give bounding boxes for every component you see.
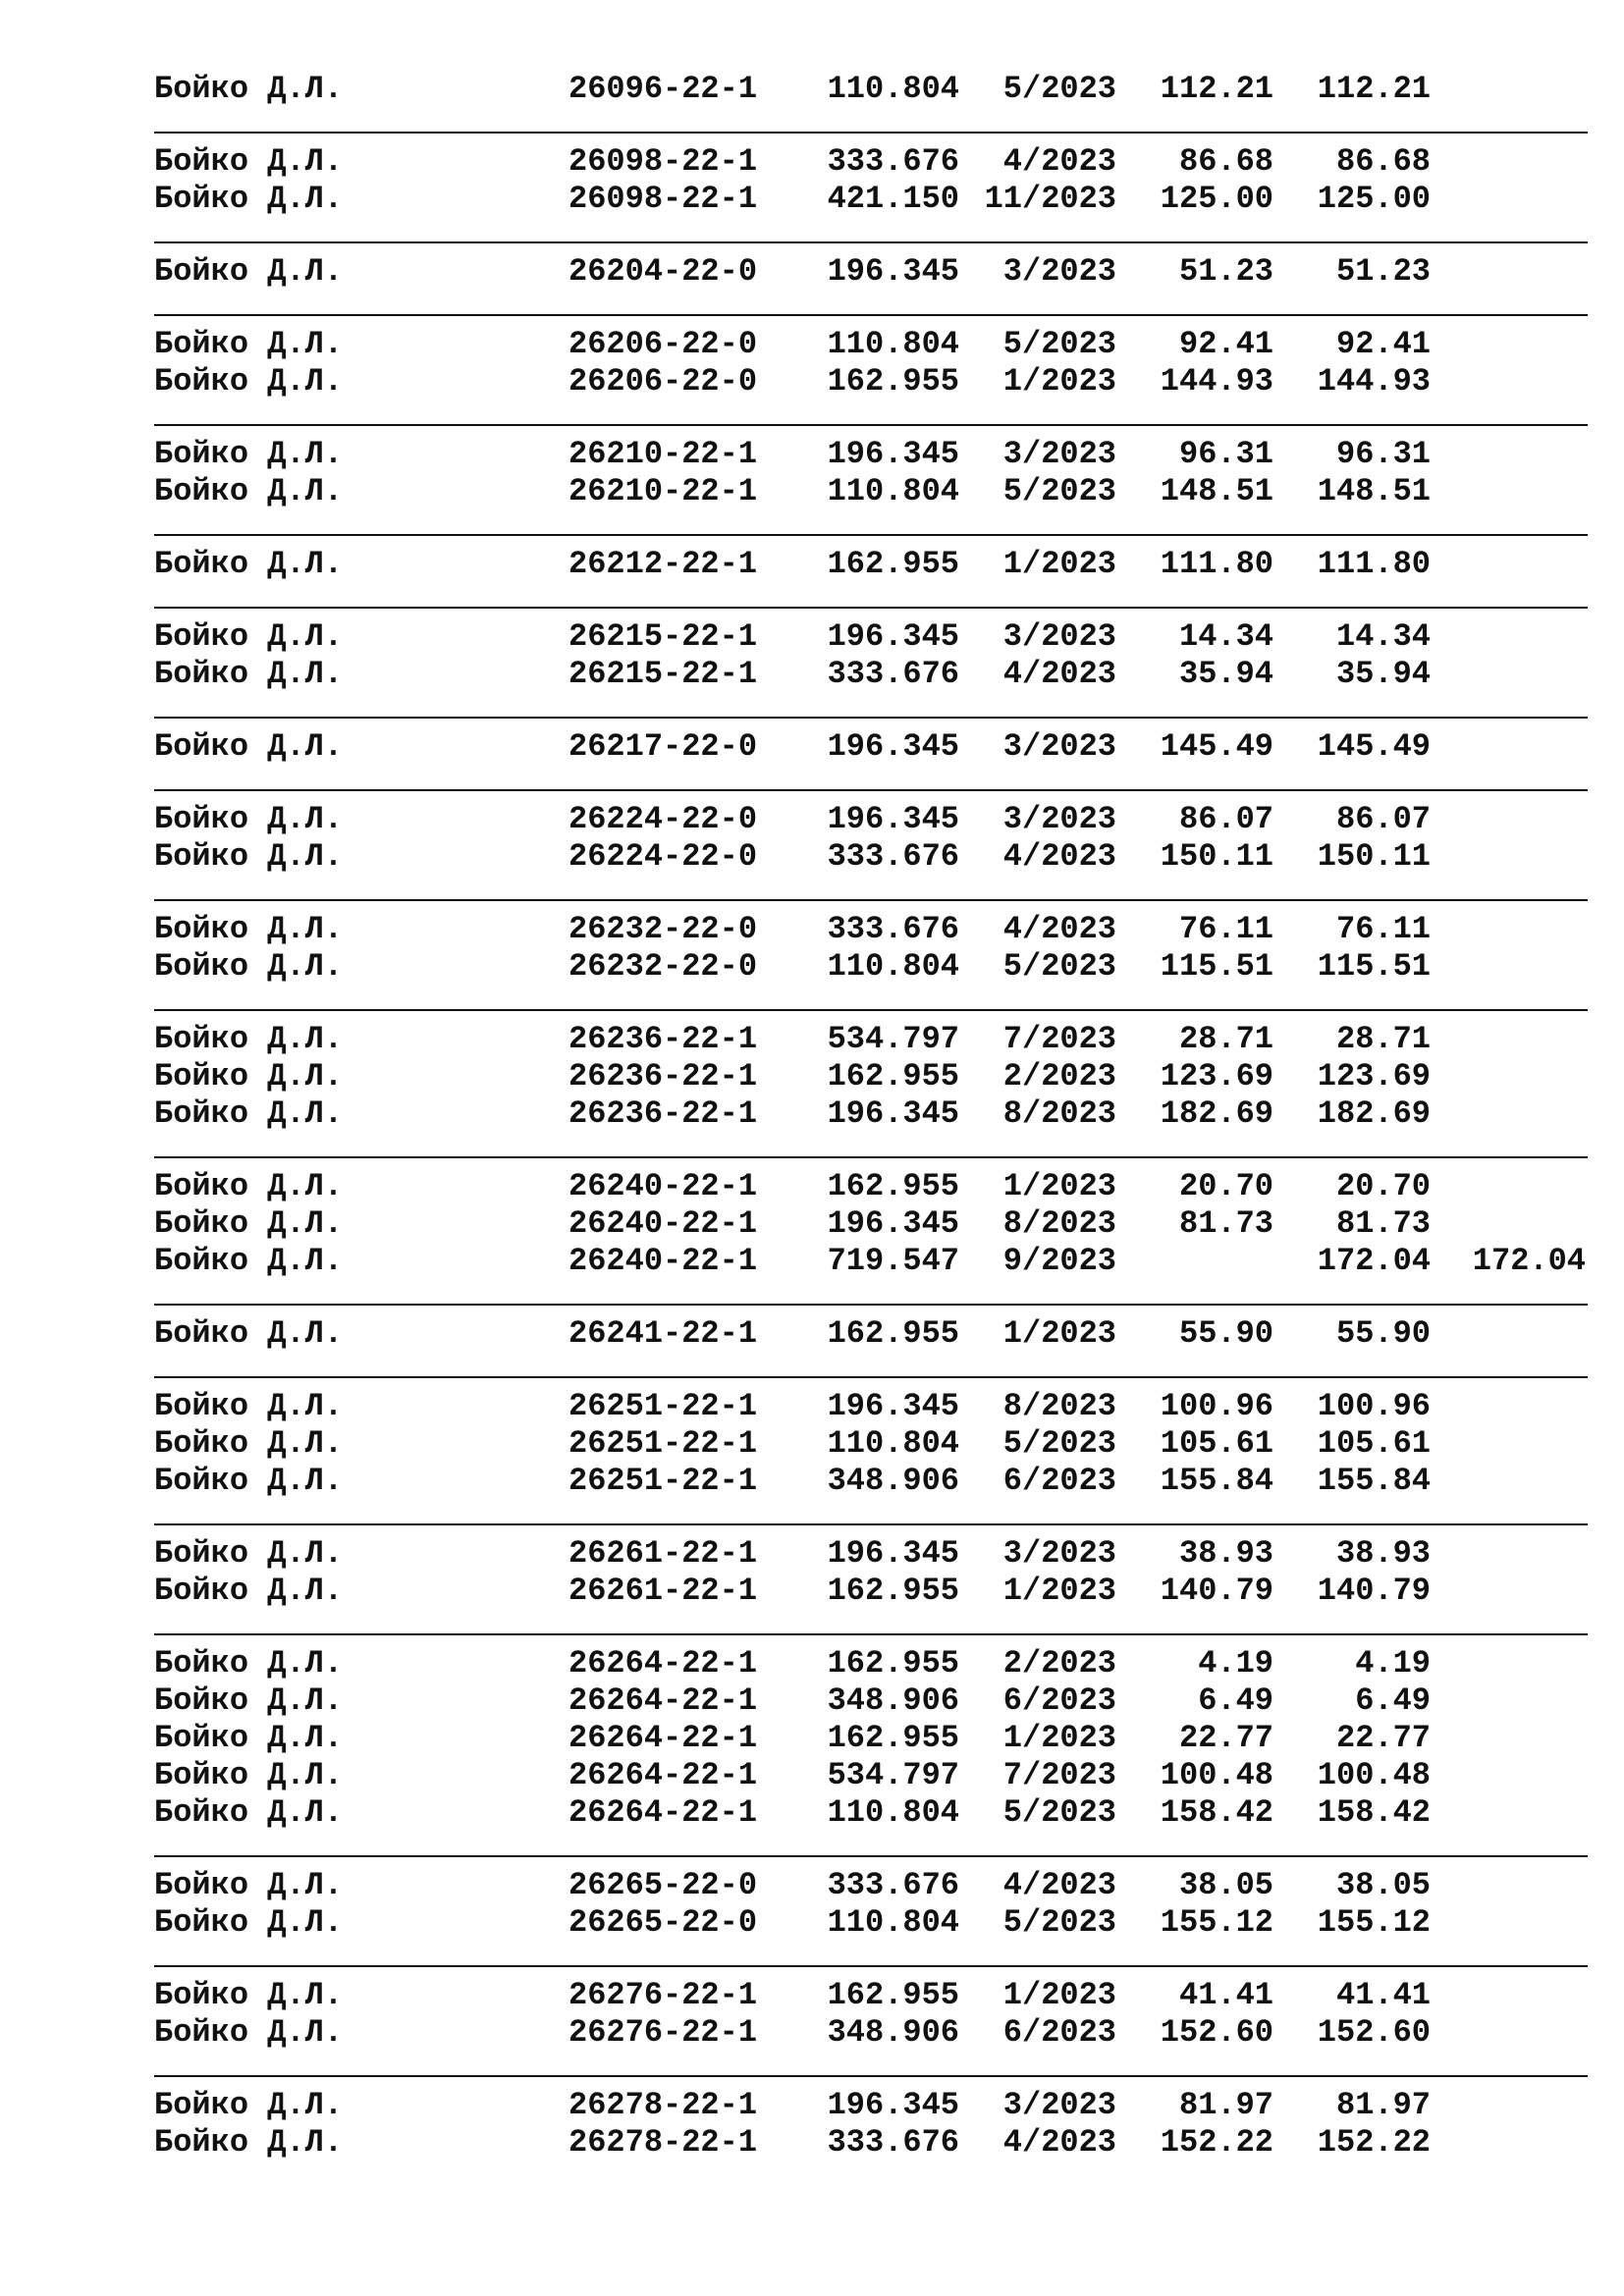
document-number-cell: 26232-22-0 [568,948,758,985]
amount-total-cell: 41.41 [1335,1977,1431,2013]
document-number-cell: 26232-22-0 [568,911,758,947]
record-group [154,728,1588,791]
amount-cell: 182.69 [1160,1095,1273,1132]
document-number-cell: 26236-22-1 [568,1095,758,1132]
record-group [154,546,1588,609]
period-cell: 6/2023 [1002,1682,1116,1719]
amount-cell: 155.12 [1160,1904,1273,1941]
document-number-cell: 26098-22-1 [568,143,758,180]
amount-total-cell: 55.90 [1335,1315,1431,1352]
document-number-cell: 26224-22-0 [568,838,758,875]
amount-cell: 144.93 [1160,363,1273,400]
period-cell: 1/2023 [1002,546,1116,582]
amount-total-cell: 28.71 [1335,1021,1431,1057]
amount-cell: 38.05 [1178,1867,1273,1903]
record-group [154,143,1588,243]
table-row [154,71,1588,108]
person-name-cell: Бойко Д.Л. [154,143,344,180]
amount-total-cell: 92.41 [1335,326,1431,362]
person-name-cell: Бойко Д.Л. [154,1095,344,1132]
document-number-cell: 26206-22-0 [568,363,758,400]
person-name-cell: Бойко Д.Л. [154,2124,344,2161]
amount-cell: 4.19 [1198,1645,1273,1682]
amount-cell: 152.60 [1160,2014,1273,2051]
code-cell: 333.676 [827,1867,959,1903]
code-cell: 110.804 [827,326,959,362]
amount-cell: 100.48 [1160,1757,1273,1793]
amount-cell: 81.73 [1178,1205,1273,1242]
record-group [154,1168,1588,1306]
table-row [154,2124,1588,2162]
amount-total-cell: 100.48 [1317,1757,1431,1793]
table-row [154,1388,1588,1425]
table-row [154,2087,1588,2124]
amount-total-cell: 152.22 [1317,2124,1431,2161]
table-row [154,911,1588,948]
amount-cell: 6.49 [1198,1682,1273,1719]
person-name-cell: Бойко Д.Л. [154,1535,344,1572]
code-cell: 162.955 [827,546,959,582]
table-row [154,363,1588,400]
amount-cell: 115.51 [1160,948,1273,985]
table-row [154,1977,1588,2014]
table-row [154,326,1588,363]
code-cell: 196.345 [827,2087,959,2123]
document-number-cell: 26210-22-1 [568,436,758,472]
table-row [154,1867,1588,1904]
period-cell: 4/2023 [1002,2124,1116,2161]
amount-total-cell: 22.77 [1335,1720,1431,1756]
code-cell: 110.804 [827,71,959,107]
person-name-cell: Бойко Д.Л. [154,801,344,837]
period-cell: 3/2023 [1002,801,1116,837]
period-cell: 2/2023 [1002,1058,1116,1095]
period-cell: 4/2023 [1002,143,1116,180]
amount-total-cell: 112.21 [1317,71,1431,107]
period-cell: 1/2023 [1002,363,1116,400]
amount-cell: 125.00 [1160,181,1273,217]
code-cell: 110.804 [827,948,959,985]
document-number-cell: 26261-22-1 [568,1535,758,1572]
person-name-cell: Бойко Д.Л. [154,1315,344,1352]
period-cell: 8/2023 [1002,1095,1116,1132]
amount-total-cell: 6.49 [1355,1682,1431,1719]
table-row [154,656,1588,693]
period-cell: 8/2023 [1002,1205,1116,1242]
person-name-cell: Бойко Д.Л. [154,618,344,655]
amount-total-cell: 35.94 [1335,656,1431,692]
period-cell: 3/2023 [1002,253,1116,290]
amount-total-cell: 150.11 [1317,838,1431,875]
table-row [154,1021,1588,1058]
period-cell: 5/2023 [1002,948,1116,985]
document-number-cell: 26210-22-1 [568,473,758,509]
amount-cell: 81.97 [1178,2087,1273,2123]
table-row [154,948,1588,986]
record-group [154,1867,1588,1967]
person-name-cell: Бойко Д.Л. [154,1573,344,1609]
table-row [154,838,1588,876]
person-name-cell: Бойко Д.Л. [154,1904,344,1941]
period-cell: 5/2023 [1002,326,1116,362]
amount-total-cell: 20.70 [1335,1168,1431,1204]
period-cell: 4/2023 [1002,656,1116,692]
period-cell: 11/2023 [984,181,1116,217]
person-name-cell: Бойко Д.Л. [154,363,344,400]
amount-total-cell: 148.51 [1317,473,1431,509]
amount-extra-cell: 172.04 [1472,1243,1586,1279]
person-name-cell: Бойко Д.Л. [154,546,344,582]
table-row [154,2014,1588,2052]
record-group [154,71,1588,133]
period-cell: 1/2023 [1002,1168,1116,1204]
amount-cell: 145.49 [1160,728,1273,765]
code-cell: 162.955 [827,1720,959,1756]
amount-cell: 140.79 [1160,1573,1273,1609]
period-cell: 3/2023 [1002,2087,1116,2123]
table-row [154,1720,1588,1757]
amount-cell: 14.34 [1178,618,1273,655]
table-row [154,1573,1588,1610]
document-number-cell: 26215-22-1 [568,618,758,655]
document-number-cell: 26264-22-1 [568,1645,758,1682]
period-cell: 7/2023 [1002,1021,1116,1057]
amount-cell: 22.77 [1178,1720,1273,1756]
period-cell: 1/2023 [1002,1315,1116,1352]
person-name-cell: Бойко Д.Л. [154,948,344,985]
period-cell: 4/2023 [1002,1867,1116,1903]
document-number-cell: 26236-22-1 [568,1058,758,1095]
amount-cell: 150.11 [1160,838,1273,875]
amount-total-cell: 172.04 [1317,1243,1431,1279]
person-name-cell: Бойко Д.Л. [154,1021,344,1057]
amount-cell: 51.23 [1178,253,1273,290]
person-name-cell: Бойко Д.Л. [154,2087,344,2123]
document-number-cell: 26215-22-1 [568,656,758,692]
code-cell: 110.804 [827,1904,959,1941]
code-cell: 196.345 [827,1095,959,1132]
period-cell: 2/2023 [1002,1645,1116,1682]
document-number-cell: 26251-22-1 [568,1463,758,1499]
record-group [154,1021,1588,1158]
document-number-cell: 26264-22-1 [568,1720,758,1756]
document-number-cell: 26278-22-1 [568,2087,758,2123]
code-cell: 348.906 [827,1682,959,1719]
table-row [154,1904,1588,1942]
table-row [154,1794,1588,1832]
code-cell: 196.345 [827,1535,959,1572]
code-cell: 196.345 [827,1388,959,1424]
document-number-cell: 26240-22-1 [568,1168,758,1204]
person-name-cell: Бойко Д.Л. [154,1682,344,1719]
document-number-cell: 26278-22-1 [568,2124,758,2161]
document-number-cell: 26241-22-1 [568,1315,758,1352]
report-table [154,71,1588,2195]
document-number-cell: 26265-22-0 [568,1867,758,1903]
period-cell: 3/2023 [1002,618,1116,655]
person-name-cell: Бойко Д.Л. [154,253,344,290]
code-cell: 348.906 [827,1463,959,1499]
person-name-cell: Бойко Д.Л. [154,71,344,107]
document-number-cell: 26251-22-1 [568,1388,758,1424]
period-cell: 4/2023 [1002,838,1116,875]
amount-total-cell: 182.69 [1317,1095,1431,1132]
code-cell: 333.676 [827,838,959,875]
amount-total-cell: 86.68 [1335,143,1431,180]
document-number-cell: 26240-22-1 [568,1205,758,1242]
amount-total-cell: 51.23 [1335,253,1431,290]
code-cell: 196.345 [827,253,959,290]
code-cell: 333.676 [827,143,959,180]
table-row [154,1757,1588,1794]
record-group [154,1388,1588,1525]
table-row [154,1425,1588,1463]
document-number-cell: 26096-22-1 [568,71,758,107]
code-cell: 162.955 [827,1168,959,1204]
person-name-cell: Бойко Д.Л. [154,1757,344,1793]
table-row [154,618,1588,656]
amount-total-cell: 81.97 [1335,2087,1431,2123]
person-name-cell: Бойко Д.Л. [154,1388,344,1424]
amount-cell: 105.61 [1160,1425,1273,1462]
document-number-cell: 26224-22-0 [568,801,758,837]
amount-cell: 152.22 [1160,2124,1273,2161]
code-cell: 196.345 [827,801,959,837]
amount-cell: 92.41 [1178,326,1273,362]
table-row [154,1058,1588,1095]
record-group [154,618,1588,719]
amount-total-cell: 4.19 [1355,1645,1431,1682]
amount-total-cell: 38.05 [1335,1867,1431,1903]
amount-cell: 96.31 [1178,436,1273,472]
code-cell: 196.345 [827,618,959,655]
amount-cell: 155.84 [1160,1463,1273,1499]
document-number-cell: 26251-22-1 [568,1425,758,1462]
amount-total-cell: 81.73 [1335,1205,1431,1242]
code-cell: 421.150 [827,181,959,217]
person-name-cell: Бойко Д.Л. [154,181,344,217]
amount-total-cell: 96.31 [1335,436,1431,472]
person-name-cell: Бойко Д.Л. [154,1645,344,1682]
code-cell: 719.547 [827,1243,959,1279]
document-number-cell: 26261-22-1 [568,1573,758,1609]
amount-total-cell: 123.69 [1317,1058,1431,1095]
period-cell: 6/2023 [1002,1463,1116,1499]
document-number-cell: 26240-22-1 [568,1243,758,1279]
period-cell: 1/2023 [1002,1720,1116,1756]
code-cell: 110.804 [827,1425,959,1462]
table-row [154,436,1588,473]
table-row [154,801,1588,838]
document-number-cell: 26264-22-1 [568,1682,758,1719]
period-cell: 6/2023 [1002,2014,1116,2051]
document-number-cell: 26098-22-1 [568,181,758,217]
table-row [154,1463,1588,1500]
amount-cell: 148.51 [1160,473,1273,509]
document-number-cell: 26212-22-1 [568,546,758,582]
code-cell: 196.345 [827,1205,959,1242]
code-cell: 110.804 [827,1794,959,1831]
amount-total-cell: 86.07 [1335,801,1431,837]
person-name-cell: Бойко Д.Л. [154,1463,344,1499]
document-number-cell: 26265-22-0 [568,1904,758,1941]
code-cell: 162.955 [827,363,959,400]
person-name-cell: Бойко Д.Л. [154,1058,344,1095]
period-cell: 5/2023 [1002,71,1116,107]
person-name-cell: Бойко Д.Л. [154,2014,344,2051]
period-cell: 5/2023 [1002,1794,1116,1831]
person-name-cell: Бойко Д.Л. [154,1425,344,1462]
period-cell: 3/2023 [1002,436,1116,472]
amount-cell: 35.94 [1178,656,1273,692]
amount-cell: 20.70 [1178,1168,1273,1204]
amount-cell: 55.90 [1178,1315,1273,1352]
period-cell: 1/2023 [1002,1573,1116,1609]
amount-total-cell: 155.84 [1317,1463,1431,1499]
period-cell: 3/2023 [1002,728,1116,765]
person-name-cell: Бойко Д.Л. [154,1168,344,1204]
amount-total-cell: 76.11 [1335,911,1431,947]
document-number-cell: 26236-22-1 [568,1021,758,1057]
record-group [154,2087,1588,2185]
person-name-cell: Бойко Д.Л. [154,436,344,472]
amount-cell: 76.11 [1178,911,1273,947]
period-cell: 5/2023 [1002,1425,1116,1462]
amount-total-cell: 152.60 [1317,2014,1431,2051]
person-name-cell: Бойко Д.Л. [154,473,344,509]
document-number-cell: 26217-22-0 [568,728,758,765]
record-group [154,436,1588,536]
amount-total-cell: 14.34 [1335,618,1431,655]
record-group [154,253,1588,316]
person-name-cell: Бойко Д.Л. [154,1205,344,1242]
code-cell: 333.676 [827,2124,959,2161]
table-row [154,1682,1588,1720]
table-row [154,1535,1588,1573]
person-name-cell: Бойко Д.Л. [154,1977,344,2013]
record-group [154,801,1588,901]
record-group [154,911,1588,1011]
record-group [154,1645,1588,1857]
amount-total-cell: 140.79 [1317,1573,1431,1609]
table-row [154,473,1588,510]
amount-cell: 86.07 [1178,801,1273,837]
code-cell: 196.345 [827,436,959,472]
period-cell: 8/2023 [1002,1388,1116,1424]
table-row [154,1168,1588,1205]
code-cell: 196.345 [827,728,959,765]
person-name-cell: Бойко Д.Л. [154,326,344,362]
amount-total-cell: 100.96 [1317,1388,1431,1424]
code-cell: 333.676 [827,656,959,692]
amount-cell: 41.41 [1178,1977,1273,2013]
amount-total-cell: 144.93 [1317,363,1431,400]
table-row [154,1645,1588,1682]
table-row [154,1243,1588,1280]
record-group [154,326,1588,426]
document-number-cell: 26206-22-0 [568,326,758,362]
period-cell: 5/2023 [1002,1904,1116,1941]
amount-cell: 158.42 [1160,1794,1273,1831]
code-cell: 534.797 [827,1021,959,1057]
code-cell: 110.804 [827,473,959,509]
table-row [154,253,1588,291]
period-cell: 3/2023 [1002,1535,1116,1572]
period-cell: 9/2023 [1002,1243,1116,1279]
code-cell: 333.676 [827,911,959,947]
amount-cell: 111.80 [1160,546,1273,582]
table-row [154,1095,1588,1133]
record-group [154,1535,1588,1635]
amount-cell: 86.68 [1178,143,1273,180]
person-name-cell: Бойко Д.Л. [154,838,344,875]
code-cell: 534.797 [827,1757,959,1793]
document-number-cell: 26204-22-0 [568,253,758,290]
amount-cell: 38.93 [1178,1535,1273,1572]
person-name-cell: Бойко Д.Л. [154,656,344,692]
code-cell: 162.955 [827,1315,959,1352]
table-row [154,1205,1588,1243]
amount-total-cell: 155.12 [1317,1904,1431,1941]
person-name-cell: Бойко Д.Л. [154,911,344,947]
table-row [154,143,1588,181]
amount-cell: 100.96 [1160,1388,1273,1424]
amount-cell: 28.71 [1178,1021,1273,1057]
document-number-cell: 26276-22-1 [568,2014,758,2051]
record-group [154,1315,1588,1378]
amount-total-cell: 111.80 [1317,546,1431,582]
code-cell: 162.955 [827,1573,959,1609]
amount-total-cell: 105.61 [1317,1425,1431,1462]
amount-total-cell: 158.42 [1317,1794,1431,1831]
person-name-cell: Бойко Д.Л. [154,1867,344,1903]
amount-cell: 112.21 [1160,71,1273,107]
code-cell: 348.906 [827,2014,959,2051]
table-row [154,181,1588,218]
document-number-cell: 26264-22-1 [568,1794,758,1831]
period-cell: 7/2023 [1002,1757,1116,1793]
document-number-cell: 26276-22-1 [568,1977,758,2013]
person-name-cell: Бойко Д.Л. [154,1720,344,1756]
period-cell: 5/2023 [1002,473,1116,509]
period-cell: 1/2023 [1002,1977,1116,2013]
code-cell: 162.955 [827,1645,959,1682]
amount-total-cell: 145.49 [1317,728,1431,765]
period-cell: 4/2023 [1002,911,1116,947]
person-name-cell: Бойко Д.Л. [154,1794,344,1831]
amount-cell: 123.69 [1160,1058,1273,1095]
document-number-cell: 26264-22-1 [568,1757,758,1793]
table-row [154,728,1588,766]
person-name-cell: Бойко Д.Л. [154,1243,344,1279]
code-cell: 162.955 [827,1977,959,2013]
amount-total-cell: 115.51 [1317,948,1431,985]
code-cell: 162.955 [827,1058,959,1095]
amount-total-cell: 125.00 [1317,181,1431,217]
table-row [154,1315,1588,1353]
table-row [154,546,1588,583]
record-group [154,1977,1588,2077]
person-name-cell: Бойко Д.Л. [154,728,344,765]
amount-total-cell: 38.93 [1335,1535,1431,1572]
